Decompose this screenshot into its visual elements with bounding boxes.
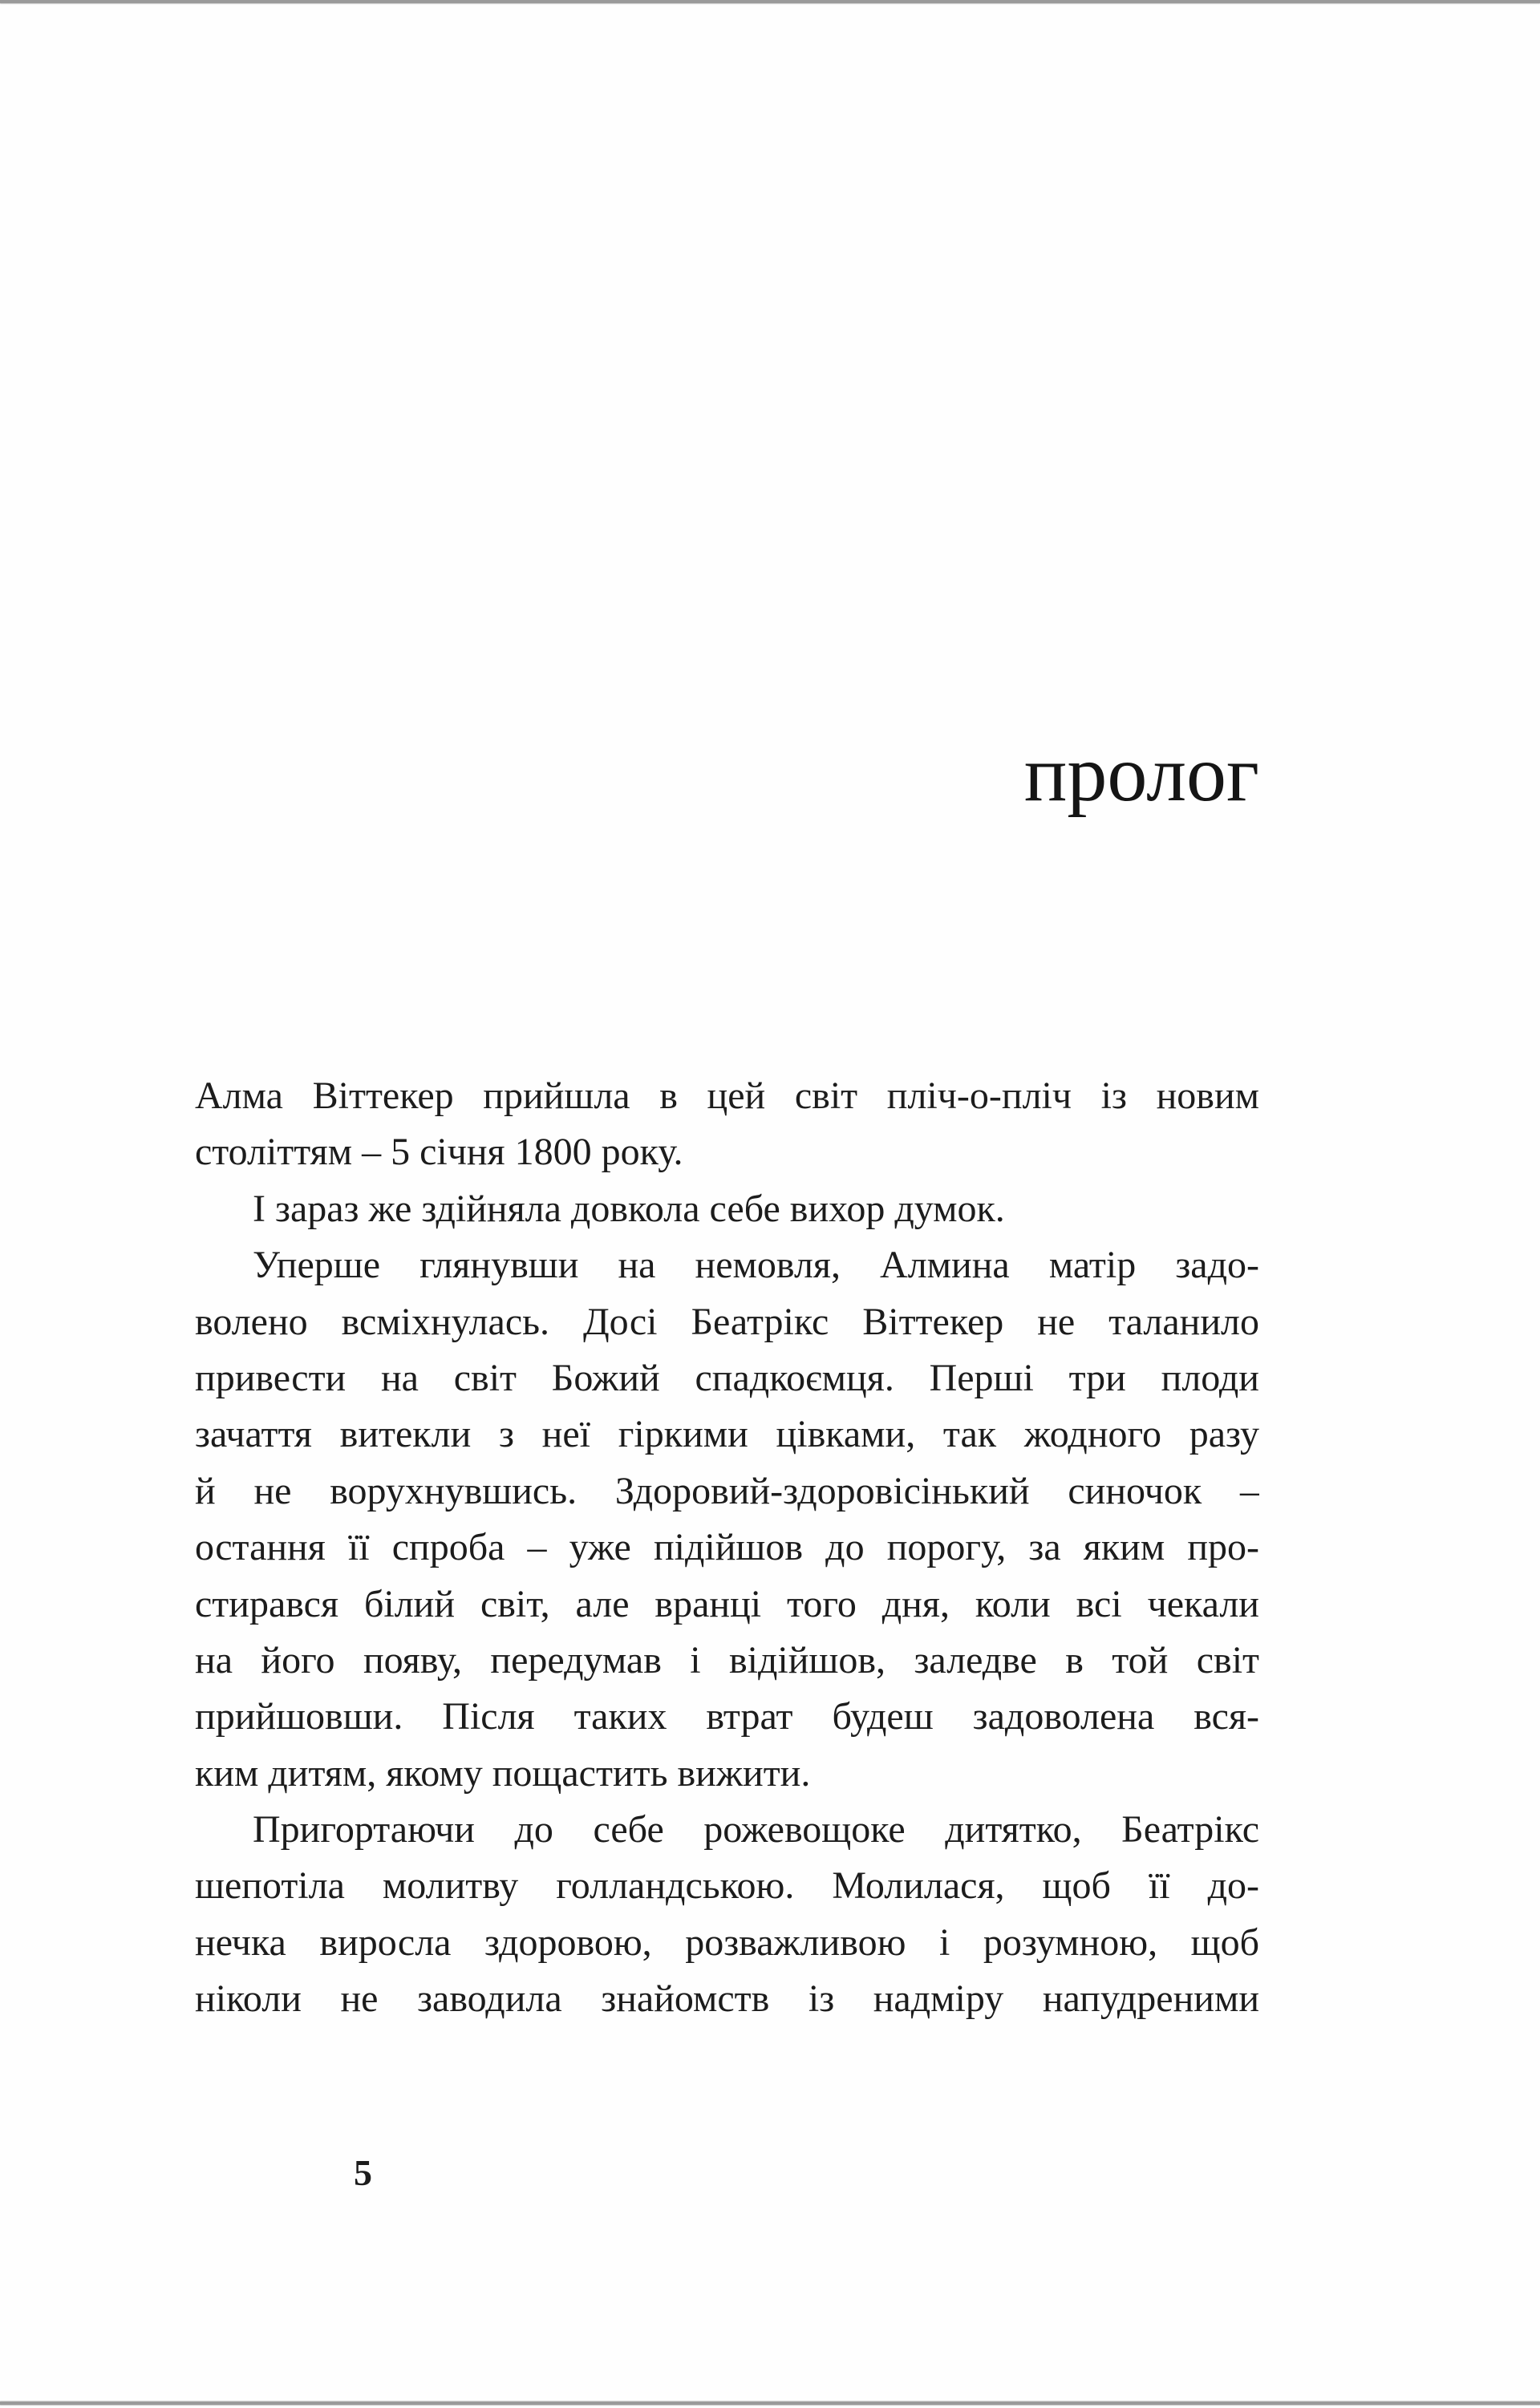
text-line: остання її спроба – уже підійшов до порогу, за яким про- — [195, 1526, 1259, 1569]
text-line: стирався білий світ, але вранці того дня, коли всі чекали — [195, 1582, 1259, 1625]
text-line: ніколи не заводила знайомств із надміру напудреними — [195, 1977, 1259, 2021]
page-number: 5 — [354, 2152, 372, 2193]
body-text — [195, 1068, 1259, 2028]
text-line: прийшовши. Після таких втрат будеш задоволена вся- — [195, 1695, 1259, 1738]
text-line: нечка виросла здоровою, розважливою і розумною, щоб — [195, 1920, 1259, 1964]
page-top-border — [0, 0, 1540, 3]
text-line: Уперше глянувши на немовля, Алмина матір задо- — [253, 1244, 1259, 1287]
text-line: І зараз же здійняла довкола себе вихор думок. — [253, 1187, 1005, 1230]
text-line: Пригортаючи до себе рожевощоке дитятко, Беатрікс — [253, 1808, 1259, 1852]
text-line: шепотіла молитву голландською. Молилася, щоб її до- — [195, 1864, 1259, 1908]
chapter-title: пролог — [1023, 729, 1259, 818]
text-line: Алма Віттекер прийшла в цей світ пліч-о-пліч із новим — [195, 1074, 1259, 1117]
text-line: ким дитям, якому пощастить вижити. — [195, 1751, 811, 1795]
text-line: й не ворухнувшись. Здоровий-здоровісінький синочок – — [195, 1469, 1259, 1512]
page-bottom-border — [0, 2402, 1540, 2405]
text-line: волено всміхнулась. Досі Беатрікс Віттекер не таланило — [195, 1300, 1259, 1343]
text-line: привести на світ Божий спадкоємця. Перші три плоди — [195, 1356, 1259, 1399]
text-line: століттям – 5 січня 1800 року. — [195, 1131, 683, 1174]
text-line: на його появу, передумав і відійшов, заледве в той світ — [195, 1638, 1259, 1682]
text-line: зачаття витекли з неї гіркими цівками, так жодного разу — [195, 1413, 1259, 1456]
